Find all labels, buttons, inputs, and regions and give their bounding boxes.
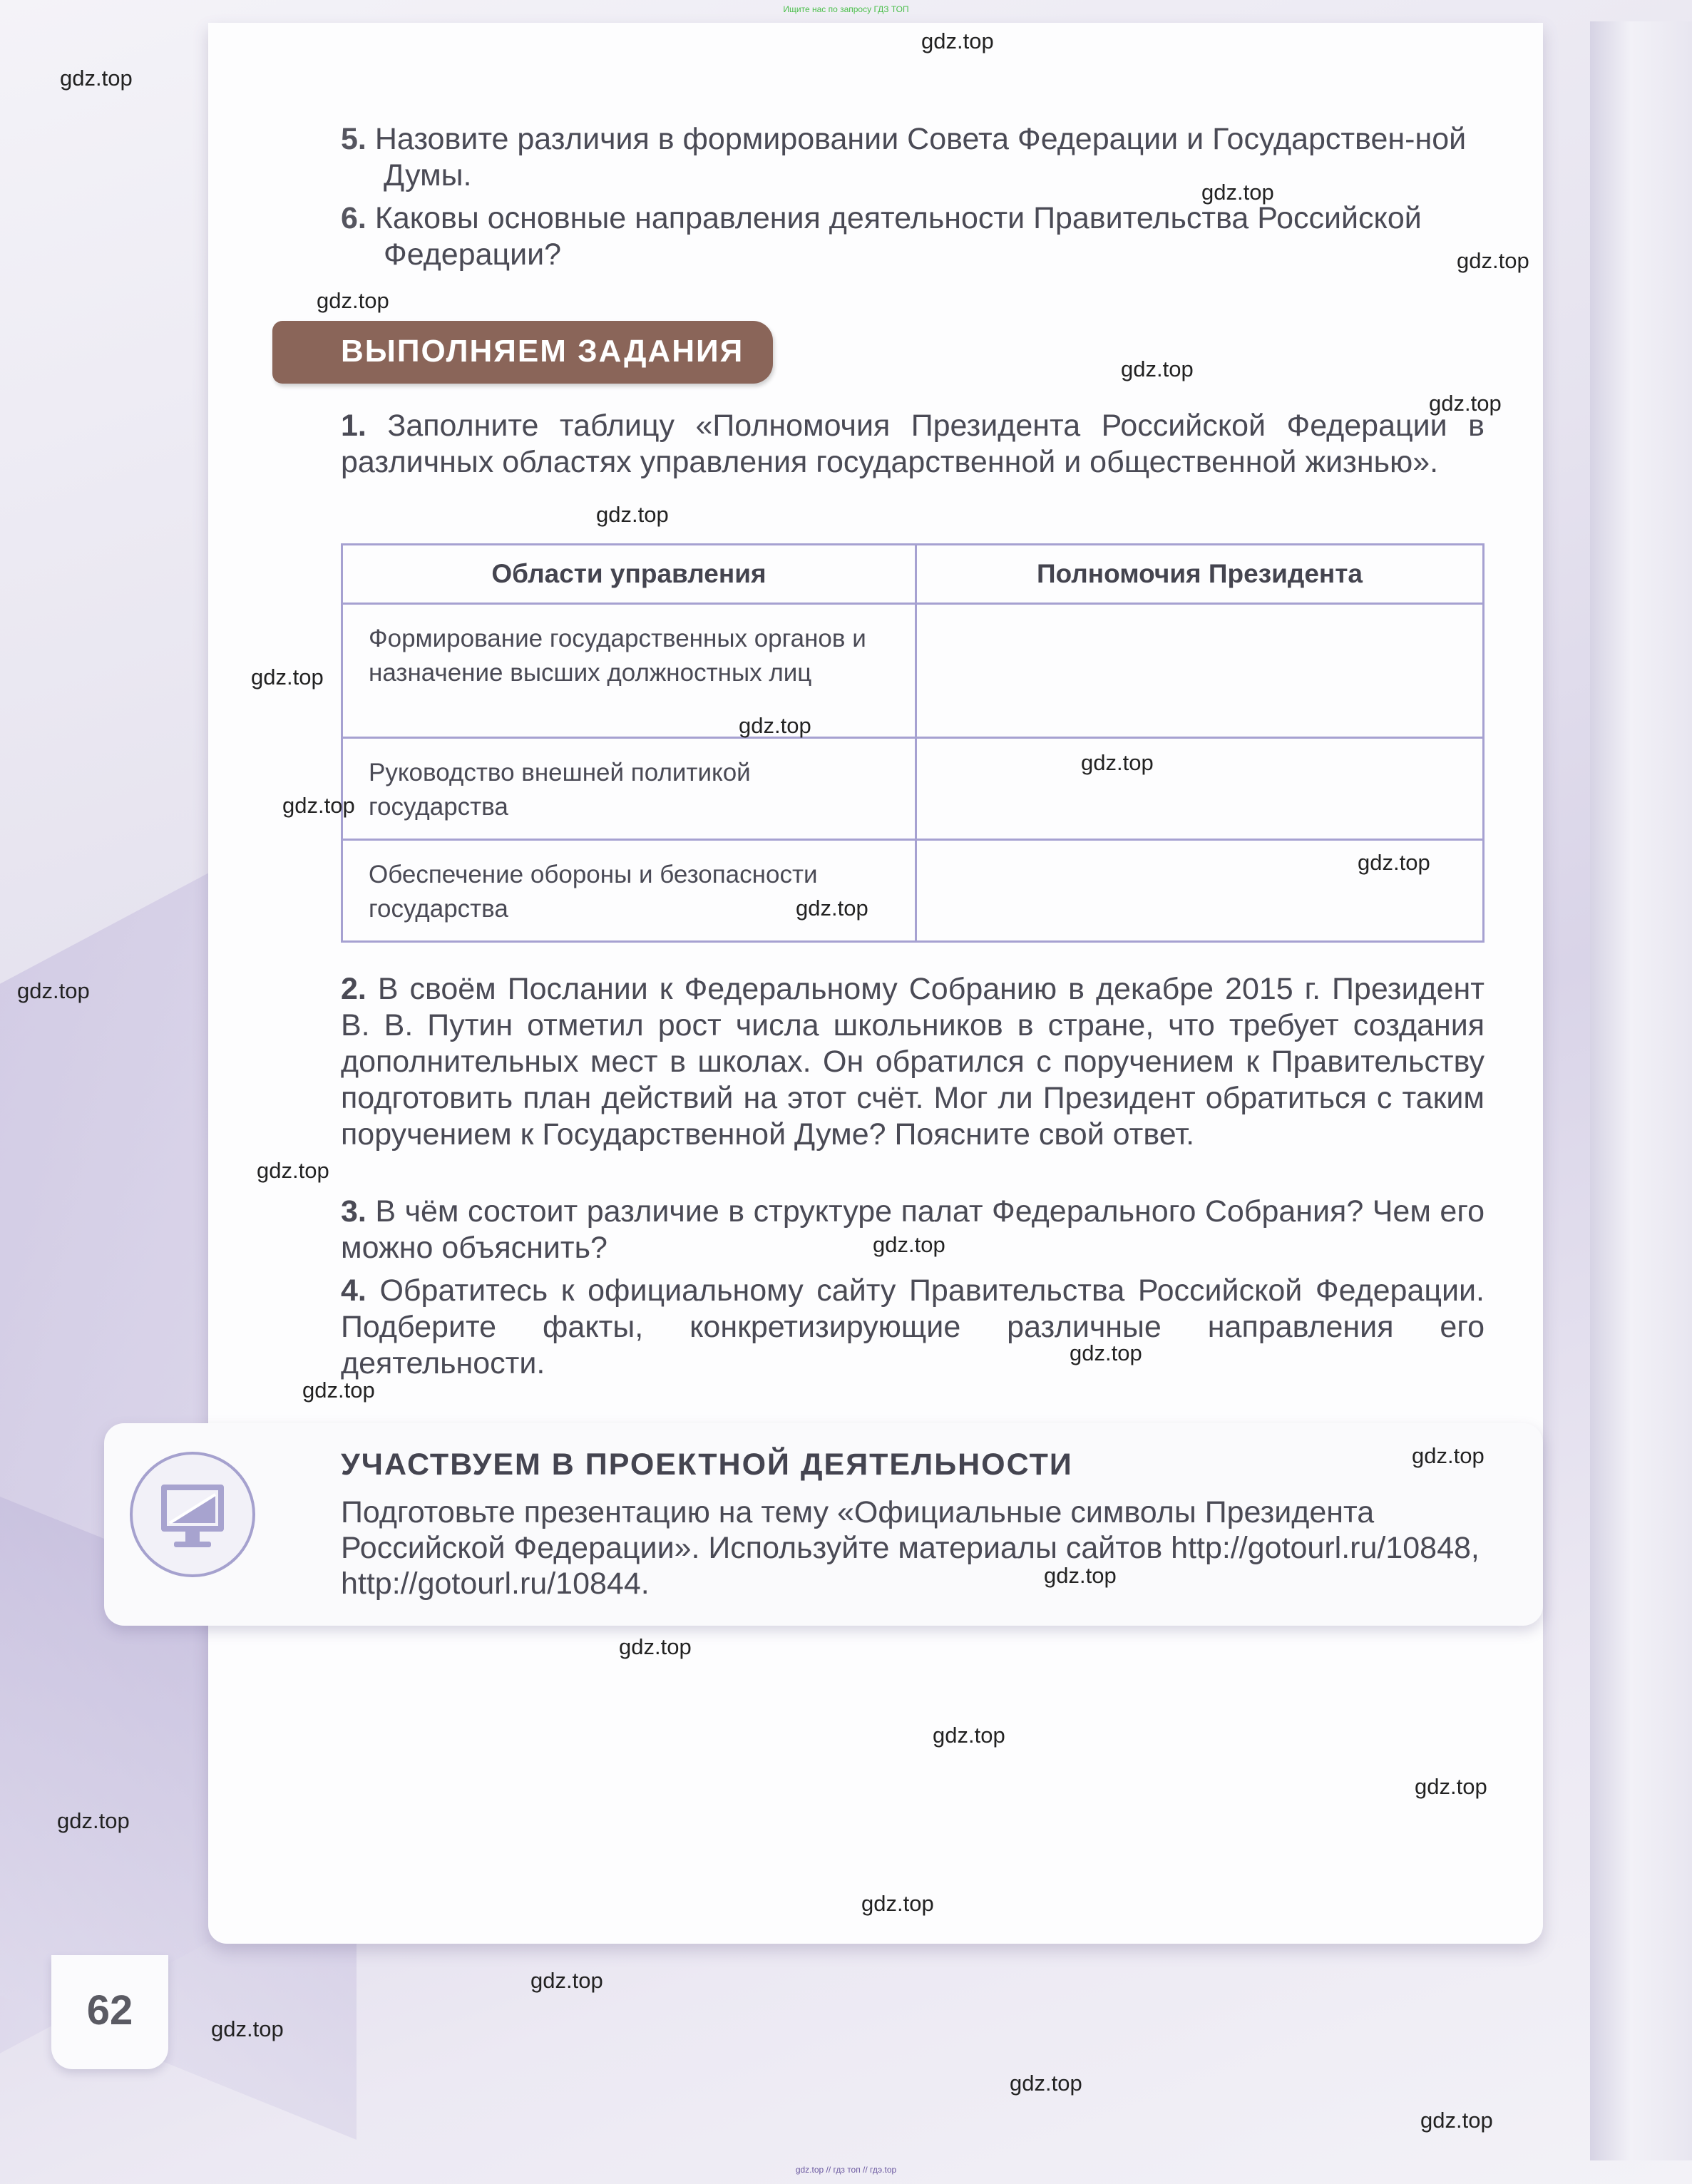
question-5 xyxy=(341,121,1527,194)
watermark: gdz.top xyxy=(1457,248,1529,273)
watermark: gdz.top xyxy=(796,896,868,921)
project-text: Подготовьте презентацию на тему «Официальные символы Президента Российской Федерации». Используйте материалы сайтов http://gotourl.ru/10848, http://gotourl.ru/10844. xyxy=(341,1495,1480,1601)
task-4 xyxy=(341,1273,1485,1382)
watermark: gdz.top xyxy=(530,1968,603,1993)
question-6 xyxy=(341,200,1527,273)
bottom-note: gdz.top // гдз топ // гдэ.top xyxy=(795,2165,897,2175)
table-header-row xyxy=(342,545,1484,604)
page-number: 62 xyxy=(86,1987,133,2034)
task-number: 1. xyxy=(341,409,366,443)
watermark: gdz.top xyxy=(921,29,994,53)
watermark: gdz.top xyxy=(282,793,355,818)
section-banner xyxy=(272,321,773,384)
watermark: gdz.top xyxy=(596,502,669,527)
watermark: gdz.top xyxy=(60,66,133,91)
watermark: gdz.top xyxy=(1420,2108,1493,2133)
watermark: gdz.top xyxy=(257,1158,329,1183)
table-cell-empty[interactable] xyxy=(916,604,1484,738)
powers-table xyxy=(341,543,1485,943)
task-text: Заполните таблицу «Полномочия Президента Российской Федерации в различных областях управления государственной и общественной жизнью». xyxy=(341,409,1485,479)
task-number: 3. xyxy=(341,1194,366,1229)
watermark: gdz.top xyxy=(1070,1340,1142,1365)
task-number: 4. xyxy=(341,1273,366,1308)
table-cell: Обеспечение обороны и безопасности государства xyxy=(342,840,916,942)
task-text: В чём состоит различие в структуре палат Федерального Собрания? Чем его можно объяснить? xyxy=(341,1194,1485,1265)
watermark: gdz.top xyxy=(1081,750,1154,775)
watermark: gdz.top xyxy=(17,978,90,1003)
task-text: Обратитесь к официальному сайту Правительства Российской Федерации. Подберите факты, конкретизирующие различные направления его деятельности. xyxy=(341,1273,1485,1380)
table-header: Области управления xyxy=(342,545,916,604)
watermark: gdz.top xyxy=(619,1634,692,1659)
page-number-tab xyxy=(51,1955,168,2069)
watermark: gdz.top xyxy=(1121,357,1194,381)
task-number: 2. xyxy=(341,972,366,1006)
watermark: gdz.top xyxy=(933,1723,1005,1748)
watermark: gdz.top xyxy=(1415,1774,1487,1799)
watermark: gdz.top xyxy=(251,665,324,689)
watermark: gdz.top xyxy=(873,1232,945,1257)
watermark: gdz.top xyxy=(1044,1563,1117,1588)
question-number: 5. xyxy=(341,122,366,156)
table-header: Полномочия Президента xyxy=(916,545,1484,604)
table-row xyxy=(342,840,1484,942)
section-title: ВЫПОЛНЯЕМ ЗАДАНИЯ xyxy=(341,334,744,369)
question-text: Каковы основные направления деятельности Правительства Российской Федерации? xyxy=(374,201,1422,272)
watermark: gdz.top xyxy=(1412,1443,1485,1468)
task-text: В своём Послании к Федеральному Собранию в декабре 2015 г. Президент В. В. Путин отметил рост числа школьников в стране, что требует создания дополнительных мест в школах. Он обратился с поручением к Правительству подготовить план действий на этот счёт. Мог ли Президент обратиться с таким поручением к Государственной Думе? Поясните свой ответ. xyxy=(341,972,1485,1152)
project-title: УЧАСТВУЕМ В ПРОЕКТНОЙ ДЕЯТЕЛЬНОСТИ xyxy=(341,1447,1073,1482)
watermark: gdz.top xyxy=(317,288,389,313)
watermark: gdz.top xyxy=(1358,850,1430,875)
watermark: gdz.top xyxy=(1201,180,1274,205)
task-1 xyxy=(341,408,1485,481)
watermark: gdz.top xyxy=(57,1808,130,1833)
watermark: gdz.top xyxy=(1429,391,1502,416)
question-text: Назовите различия в формировании Совета Федерации и Государствен-ной Думы. xyxy=(374,122,1467,193)
table-row xyxy=(342,604,1484,738)
watermark: gdz.top xyxy=(211,2016,284,2041)
table-cell: Формирование государственных органов и назначение высших должностных лиц xyxy=(342,604,916,738)
watermark: gdz.top xyxy=(861,1891,934,1916)
monitor-chart-icon xyxy=(130,1452,255,1577)
task-2 xyxy=(341,971,1485,1153)
watermark: gdz.top xyxy=(739,713,811,738)
top-note: Ищите нас по запросу ГДЗ ТОП xyxy=(783,4,909,14)
table-cell-empty[interactable] xyxy=(916,738,1484,840)
next-page-edge xyxy=(1590,21,1692,2160)
question-number: 6. xyxy=(341,201,366,235)
table-row xyxy=(342,738,1484,840)
table-cell: Руководство внешней политикой государства xyxy=(342,738,916,840)
watermark: gdz.top xyxy=(1010,2071,1082,2096)
watermark: gdz.top xyxy=(302,1378,375,1403)
